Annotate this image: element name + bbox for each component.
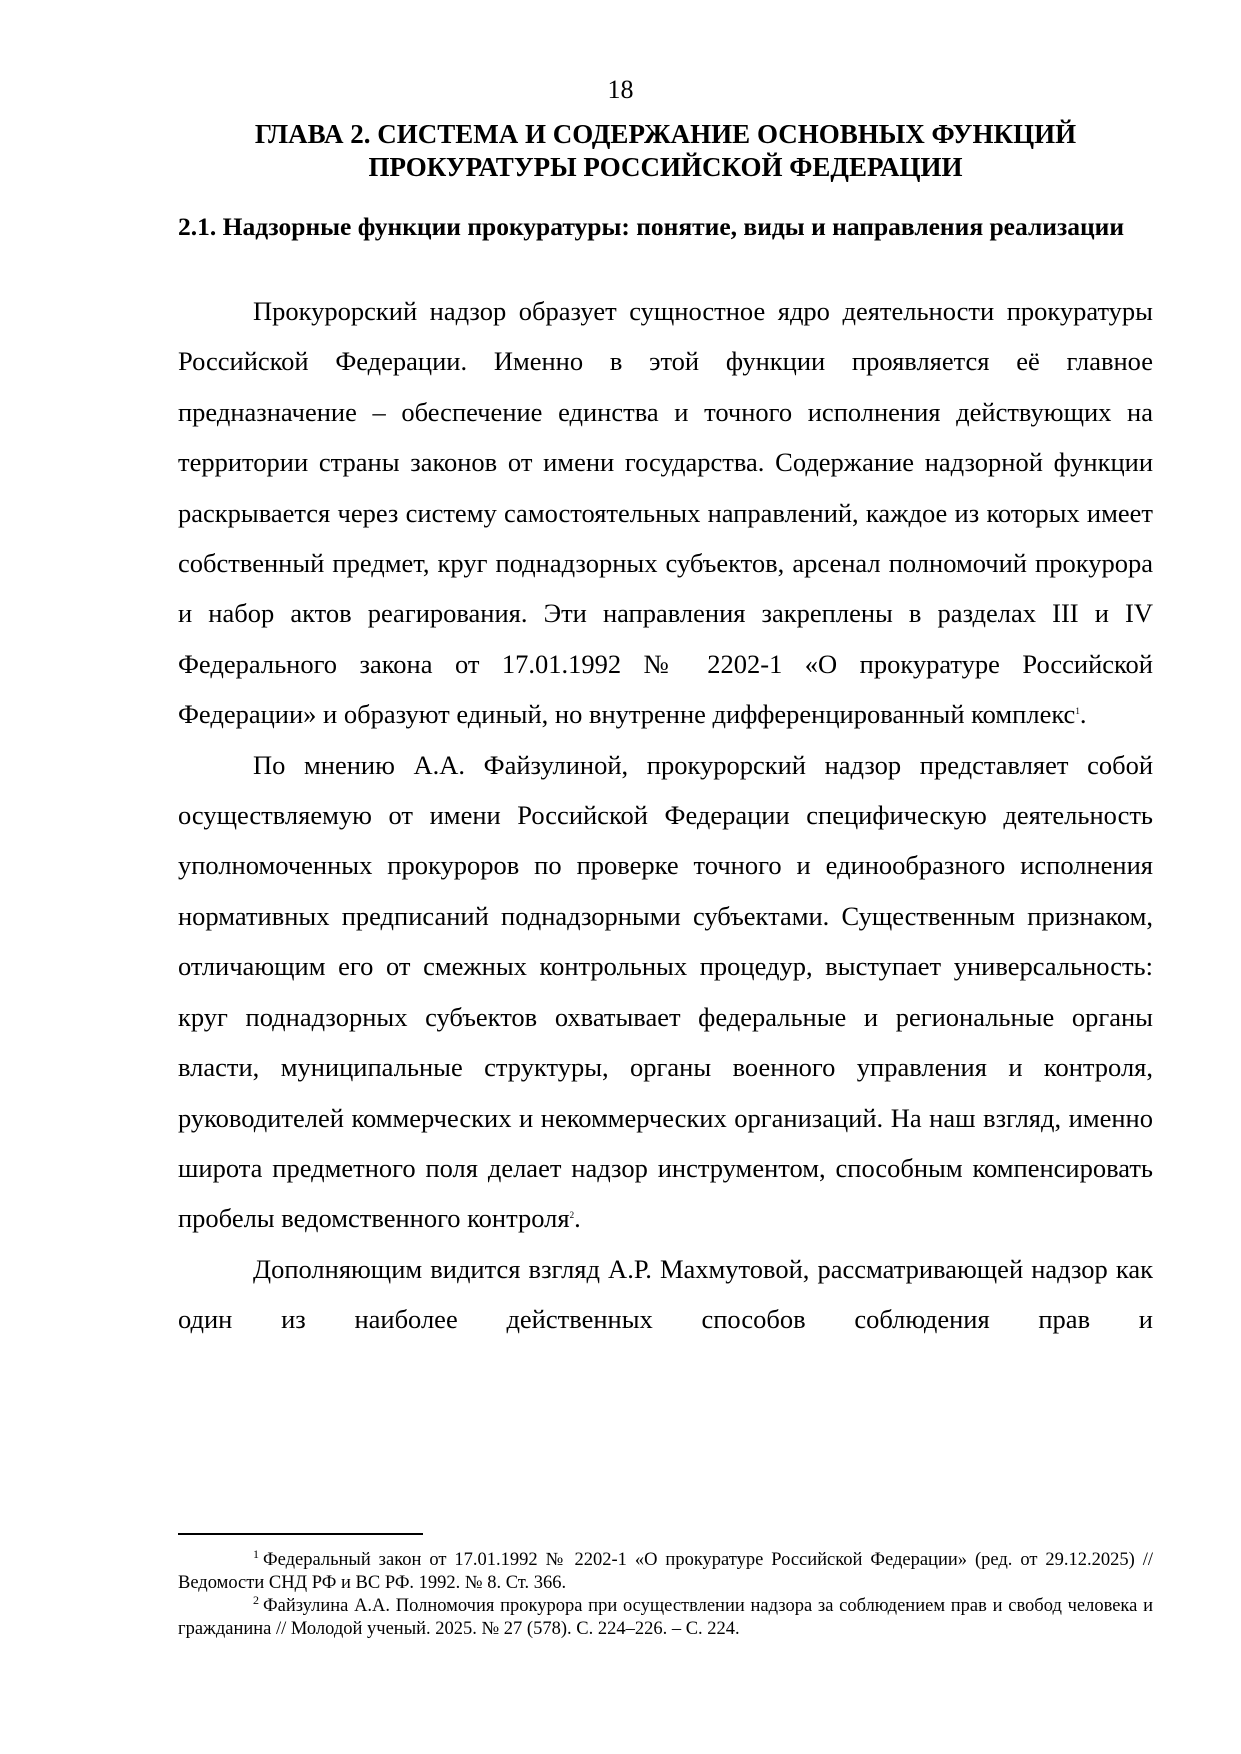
paragraph-2-end: . xyxy=(574,1203,581,1234)
footnote-1 xyxy=(178,1549,1153,1595)
footnote-2-text: Файзулина А.А. Полномочия прокурора при осуществлении надзора за соблюдением прав и свобод человека и гражданина // Молодой ученый. 2025. № 27 (578). С. 224–226. – С. 224. xyxy=(178,1596,1153,1639)
paragraph-3-text: Дополняющим видится взгляд А.Р. Махмутовой, рассматривающей надзор как один из наиболее действенных способов соблюдения прав и xyxy=(178,1253,1153,1335)
paragraph-1-text: Прокурорский надзор образует сущностное ядро деятельности прокуратуры Российской Федерации. Именно в этой функции проявляется её главное предназначение – обеспечение единства и точного исполнения действующих на территории страны законов от имени государства. Содержание надзорной функции раскрывается через систему самостоятельных направлений, каждое из которых имеет собственный предмет, круг поднадзорных субъектов, арсенал полномочий прокурора и набор актов реагирования. Эти направления закреплены в разделах III и IV Федерального закона от 17.01.1992 № 2202-1 «О прокуратуре Российской Федерации» и образуют единый, но внутренне дифференцированный комплекс xyxy=(178,296,1153,730)
paragraph-3 xyxy=(178,1244,1153,1345)
footnote-2 xyxy=(178,1595,1153,1641)
footnote-ref-1[interactable]: 1 xyxy=(1075,706,1080,717)
paragraph-2 xyxy=(178,740,1153,1244)
paragraph-1 xyxy=(178,286,1153,740)
footnote-2-number: 2 xyxy=(253,1593,259,1607)
page-number: 18 xyxy=(607,75,634,104)
paragraph-2-text: По мнению А.А. Файзулиной, прокурорский надзор представляет собой осуществляемую от имени Российской Федерации специфическую деятельность уполномоченных прокуроров по проверке точного и единообразного исполнения нормативных предписаний поднадзорными субъектами. Существенным признаком, отличающим его от смежных контрольных процедур, выступает универсальность: круг поднадзорных субъектов охватывает федеральные и региональные органы власти, муниципальные структуры, органы военного управления и контроля, руководителей коммерческих и некоммерческих организаций. На наш взгляд, именно широта предметного поля делает надзор инструментом, способным компенсировать пробелы ведомственного контроля xyxy=(178,749,1153,1234)
paragraph-1-end: . xyxy=(1079,699,1087,730)
footnote-ref-2[interactable]: 2 xyxy=(569,1210,575,1221)
footnotes xyxy=(178,1549,1153,1641)
chapter-title-line-1: ГЛАВА 2. СИСТЕМА И СОДЕРЖАНИЕ ОСНОВНЫХ ФУНКЦИЙ xyxy=(254,119,1077,149)
chapter-title-line-2: ПРОКУРАТУРЫ РОССИЙСКОЙ ФЕДЕРАЦИИ xyxy=(368,152,963,182)
section-title: 2.1. Надзорные функции прокуратуры: понятие, виды и направления реализации xyxy=(178,212,1125,241)
footnote-divider xyxy=(178,1533,423,1535)
body-text xyxy=(178,286,1153,1345)
chapter-title xyxy=(178,118,1153,184)
footnote-1-number: 1 xyxy=(253,1547,259,1561)
footnote-1-text: Федеральный закон от 17.01.1992 № 2202-1 «О прокуратуре Российской Федерации» (ред. от 29.12.2025) // Ведомости СНД РФ и ВС РФ. 1992. № 8. Ст. 366. xyxy=(178,1550,1153,1593)
